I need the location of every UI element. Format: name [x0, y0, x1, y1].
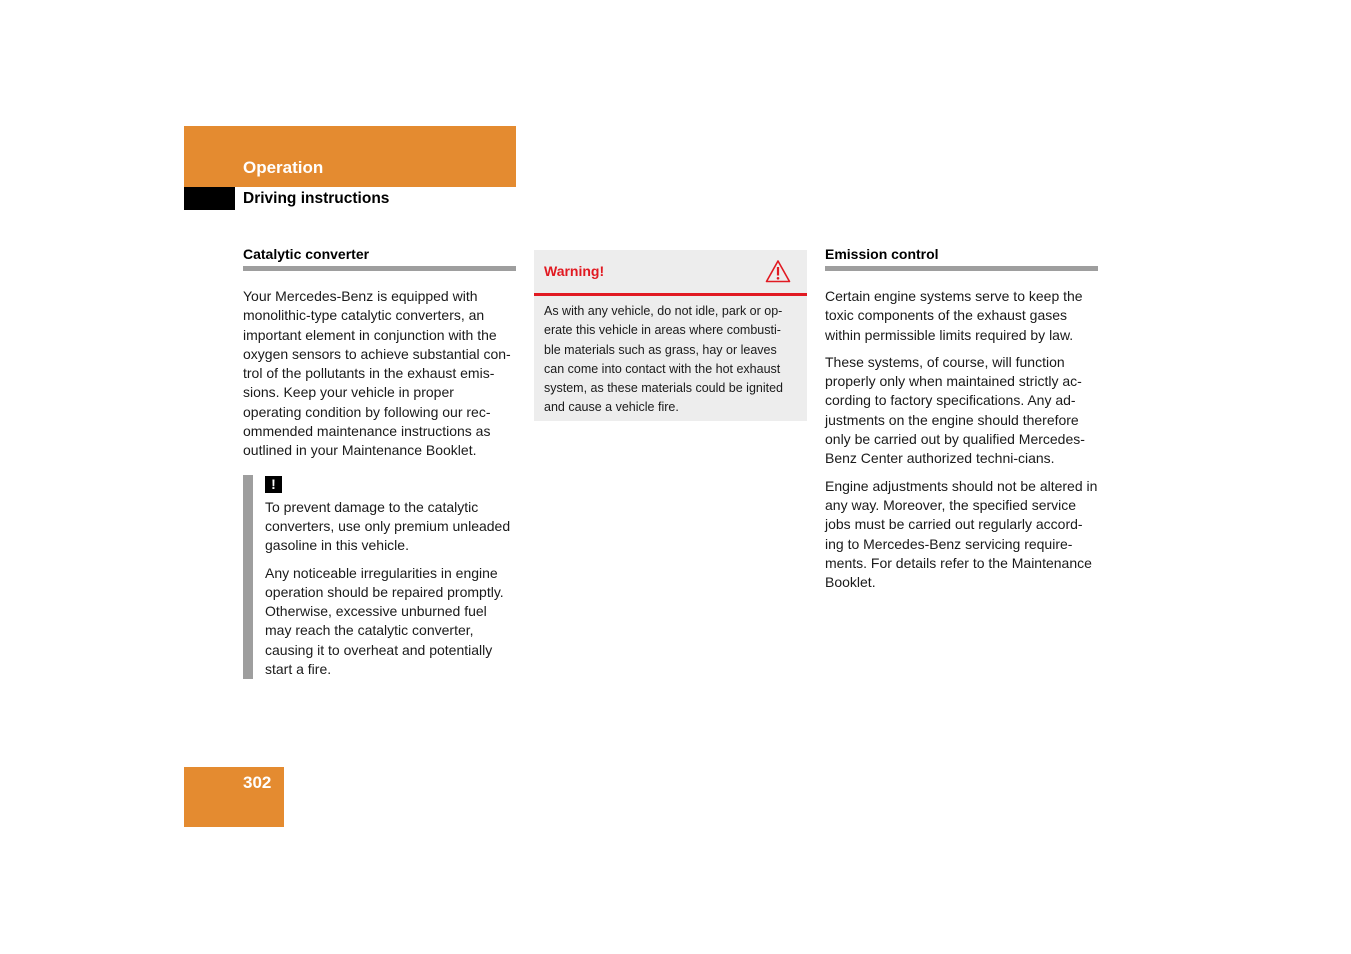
section-title: Operation	[243, 158, 324, 177]
catalytic-converter-heading: Catalytic converter	[243, 246, 516, 271]
catalytic-converter-text: Your Mercedes-Benz is equipped with monolithic-type catalytic converters, an important element in conjunction with the oxygen sensors to achieve substantial con-trol of the pollutants in the exhaust emis-sions. Keep your vehicle in proper operating condition by following our rec-ommended maintenance instructions as outlined in your Maintenance Booklet.	[243, 288, 511, 459]
page-number-box	[184, 767, 284, 827]
exclamation-icon: !	[265, 476, 282, 493]
warning-text: As with any vehicle, do not idle, park or op-erate this vehicle in areas where combusti-ble materials such as grass, hay or leaves can come into contact with the hot exhaust system, as these materials could be ignited and cause a vehicle fire.	[544, 304, 784, 415]
warning-box	[534, 250, 807, 421]
warning-triangle-icon	[765, 259, 791, 288]
catalytic-converter-section	[243, 246, 516, 683]
note-paragraph: To prevent damage to the catalytic converters, use only premium unleaded gasoline in this vehicle.	[265, 498, 511, 554]
header-bar	[184, 126, 516, 187]
page-number: 302	[243, 773, 272, 792]
emission-control-section	[825, 246, 1098, 600]
subsection-marker	[184, 187, 235, 210]
note-paragraph: Any noticeable irregularities in engine operation should be repaired promptly. Otherwise, excessive unburned fuel may reach the catalytic converter, causing it to overheat and potentially start a fire.	[265, 564, 504, 678]
warning-title: Warning!	[544, 263, 605, 279]
emission-paragraph: Engine adjustments should not be altered in any way. Moreover, the specified service jobs must be carried out regularly accord-ing to Mercedes-Benz servicing require-ments. For details refer to the Maintenance Booklet.	[825, 477, 1098, 591]
subsection-title: Driving instructions	[243, 190, 390, 207]
note-bar	[243, 475, 253, 680]
emission-paragraph: Certain engine systems serve to keep the toxic components of the exhaust gases within permissible limits required by law.	[825, 288, 1083, 343]
emission-paragraph: These systems, of course, will function properly only when maintained strictly ac-cording to factory specifications. Any ad-justments on the engine should therefore only be carried out by qualified Mercedes-Benz Center authorized techni-cians.	[825, 353, 1085, 467]
warning-header	[534, 250, 807, 296]
emission-control-heading: Emission control	[825, 246, 1098, 271]
caution-note	[243, 475, 516, 680]
